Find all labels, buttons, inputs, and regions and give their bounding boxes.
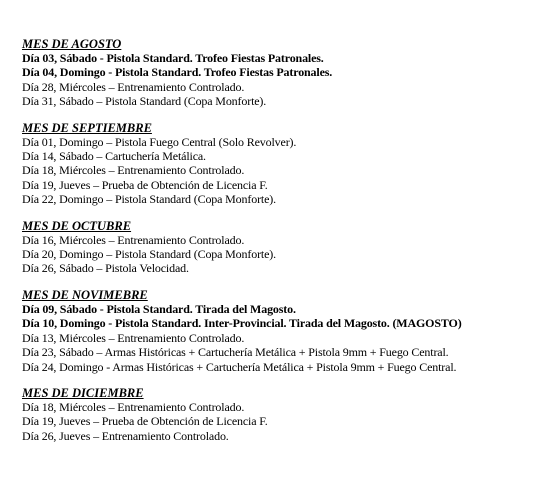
month-section-noviembre [22, 288, 532, 374]
event-item: Día 10, Domingo - Pistola Standard. Inter-Provincial. Tirada del Magosto. (MAGOSTO) [22, 316, 462, 331]
event-item: Día 14, Sábado – Cartuchería Metálica. [22, 149, 206, 164]
event-item: Día 28, Miércoles – Entrenamiento Controlado. [22, 79, 245, 94]
month-section-agosto [22, 37, 532, 109]
event-item: Día 26, Jueves – Entrenamiento Controlado. [22, 428, 229, 443]
event-item: Día 04, Domingo - Pistola Standard. Trofeo Fiestas Patronales. [22, 65, 333, 80]
event-item: Día 19, Jueves – Prueba de Obtención de Licencia F. [22, 414, 268, 429]
event-item: Día 24, Domingo - Armas Históricas + Cartuchería Metálica + Pistola 9mm + Fuego Central. [22, 359, 457, 374]
event-item: Día 03, Sábado - Pistola Standard. Trofeo Fiestas Patronales. [22, 51, 324, 65]
event-item: Día 16, Miércoles – Entrenamiento Controlado. [22, 232, 245, 247]
schedule-document [22, 37, 532, 455]
month-section-diciembre [22, 386, 532, 443]
event-item: Día 18, Miércoles – Entrenamiento Controlado. [22, 163, 245, 178]
month-section-septiembre [22, 121, 532, 207]
event-item: Día 01, Domingo – Pistola Fuego Central (Solo Revolver). [22, 134, 297, 149]
month-title: MES DE DICIEMBRE [22, 385, 144, 400]
month-title: MES DE AGOSTO [22, 37, 122, 51]
month-title: MES DE SEPTIEMBRE [22, 120, 152, 135]
event-item: Día 22, Domingo – Pistola Standard (Copa Monforte). [22, 192, 276, 207]
event-item: Día 09, Sábado - Pistola Standard. Tirada del Magosto. [22, 301, 296, 316]
event-item: Día 31, Sábado – Pistola Standard (Copa Monforte). [22, 94, 267, 109]
event-item: Día 13, Miércoles – Entrenamiento Controlado. [22, 330, 245, 345]
month-title: MES DE NOVIMEBRE [22, 287, 148, 302]
event-item: Día 23, Sábado – Armas Históricas + Cartuchería Metálica + Pistola 9mm + Fuego Central. [22, 345, 449, 360]
event-item: Día 18, Miércoles – Entrenamiento Controlado. [22, 399, 245, 414]
month-section-octubre [22, 219, 532, 276]
event-item: Día 26, Sábado – Pistola Velocidad. [22, 261, 189, 276]
month-title: MES DE OCTUBRE [22, 218, 132, 233]
event-item: Día 20, Domingo – Pistola Standard (Copa Monforte). [22, 247, 276, 262]
event-item: Día 19, Jueves – Prueba de Obtención de Licencia F. [22, 177, 268, 192]
